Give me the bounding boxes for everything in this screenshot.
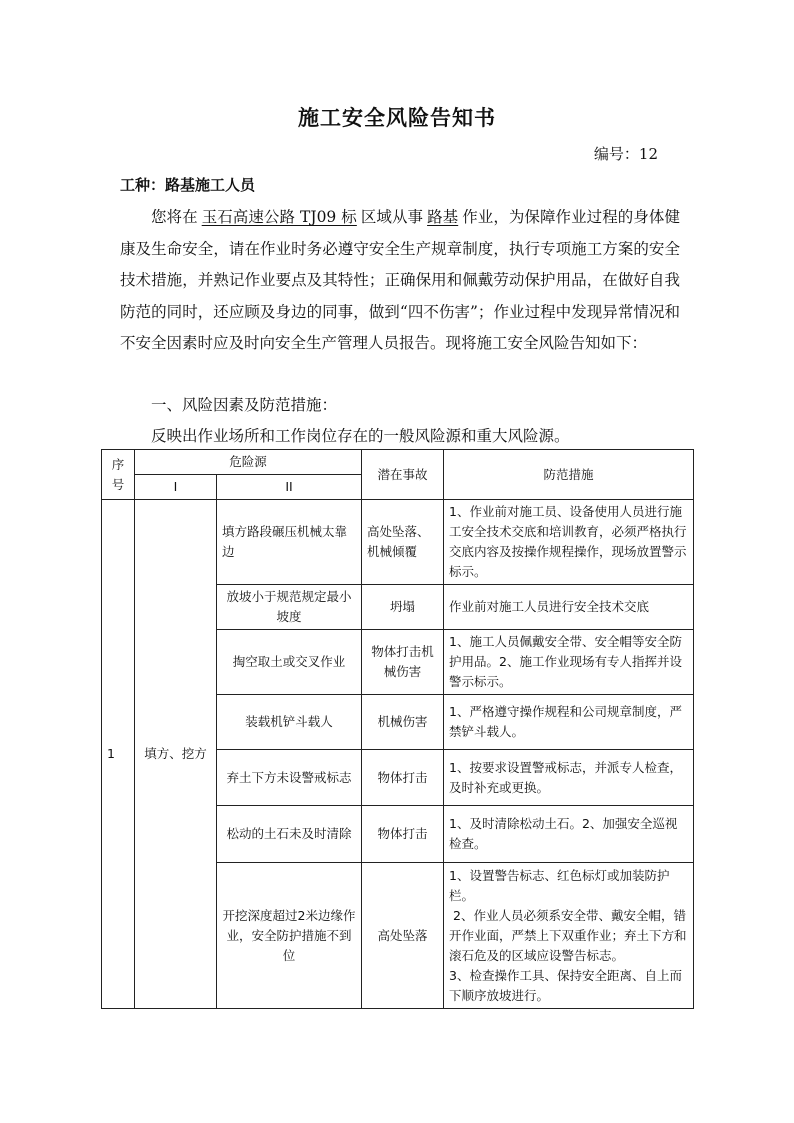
intro-text-3: 作业，为保障作业过程的身体健康及生命安全，请在作业时务必遵守安全生产规章制度，执行专项施工方案的安全技术措施，并熟记作业要点及其特性；正确保用和佩戴劳动保护用品，在做好自我防范的同时，还应顾及身边的同事，做到“四不伤害”；作业过程中发现异常情况和不安全因素时应及时向安全生产管理人员报告。现将施工安全风险告知如下： — [120, 208, 680, 352]
header-hazard: 危险源 — [135, 450, 362, 475]
measures-cell: 1、及时清除松动土石。2、加强安全巡视检查。 — [444, 806, 694, 863]
header-level-2: II — [217, 475, 362, 500]
intro-text-2: 区域从事 — [360, 208, 424, 226]
measure-line: 3、检查操作工具、保持安全距离、自上而下顺序放坡进行。 — [449, 967, 682, 1003]
header-level-1: I — [135, 475, 217, 500]
project-name: 玉石高速公路 TJ09 标 — [201, 208, 357, 226]
work-type: 路基 — [427, 208, 459, 226]
measure-line: 1、设置警告标志、红色标灯或加装防护栏。 — [449, 867, 670, 903]
section-description: 反映出作业场所和工作岗位存在的一般风险源和重大风险源。 — [151, 427, 570, 445]
accident-cell: 机械伤害 — [362, 695, 444, 750]
group-seq: 1 — [102, 500, 135, 1009]
document-title: 施工安全风险告知书 — [298, 105, 496, 130]
measures-cell: 1、按要求设置警戒标志，并派专人检查，及时补充或更换。 — [444, 750, 694, 806]
accident-cell: 高处坠落、机械倾覆 — [362, 500, 444, 585]
hazard-cell: 掏空取土或交叉作业 — [217, 630, 362, 695]
accident-cell: 物体打击 — [362, 806, 444, 863]
table-header-row — [102, 450, 694, 475]
section-heading: 一、风险因素及防范措施： — [151, 396, 338, 414]
table-row — [102, 500, 694, 585]
measures-cell: 1、严格遵守操作规程和公司规章制度，严禁铲斗载人。 — [444, 695, 694, 750]
header-seq: 序号 — [102, 450, 135, 500]
hazard-cell: 放坡小于规范规定最小坡度 — [217, 585, 362, 630]
document-number: 编号：12 — [593, 145, 658, 163]
measures-cell: 1、施工人员佩戴安全带、安全帽等安全防护用品。2、施工作业现场有专人指挥并设警示标示。 — [444, 630, 694, 695]
group-category: 填方、挖方 — [135, 500, 217, 1009]
intro-paragraph — [120, 202, 680, 360]
risk-table — [101, 449, 694, 1009]
hazard-cell: 装载机铲斗载人 — [217, 695, 362, 750]
accident-cell: 物体打击机械伤害 — [362, 630, 444, 695]
header-measures: 防范措施 — [444, 450, 694, 500]
hazard-cell: 弃土下方未设警戒标志 — [217, 750, 362, 806]
measure-line: 2、作业人员必须系安全带、戴安全帽，错开作业面，严禁上下双重作业；弃土下方和滚石危及的区域应设警告标志。 — [449, 907, 687, 963]
accident-cell: 坍塌 — [362, 585, 444, 630]
measures-cell: 1、作业前对施工员、设备使用人员进行施工安全技术交底和培训教育，必须严格执行交底内容及按操作规程操作，现场放置警示标示。 — [444, 500, 694, 585]
hazard-cell: 松动的土石未及时清除 — [217, 806, 362, 863]
accident-cell: 物体打击 — [362, 750, 444, 806]
header-accident: 潜在事故 — [362, 450, 444, 500]
accident-cell: 高处坠落 — [362, 863, 444, 1009]
hazard-cell: 开挖深度超过2米边缘作业，安全防护措施不到位 — [217, 863, 362, 1009]
measures-cell: 作业前对施工人员进行安全技术交底 — [444, 585, 694, 630]
intro-text-1: 您将在 — [151, 208, 198, 226]
measures-cell — [444, 863, 694, 1009]
hazard-cell: 填方路段碾压机械太靠边 — [217, 500, 362, 585]
trade-label: 工种：路基施工人员 — [120, 176, 256, 194]
